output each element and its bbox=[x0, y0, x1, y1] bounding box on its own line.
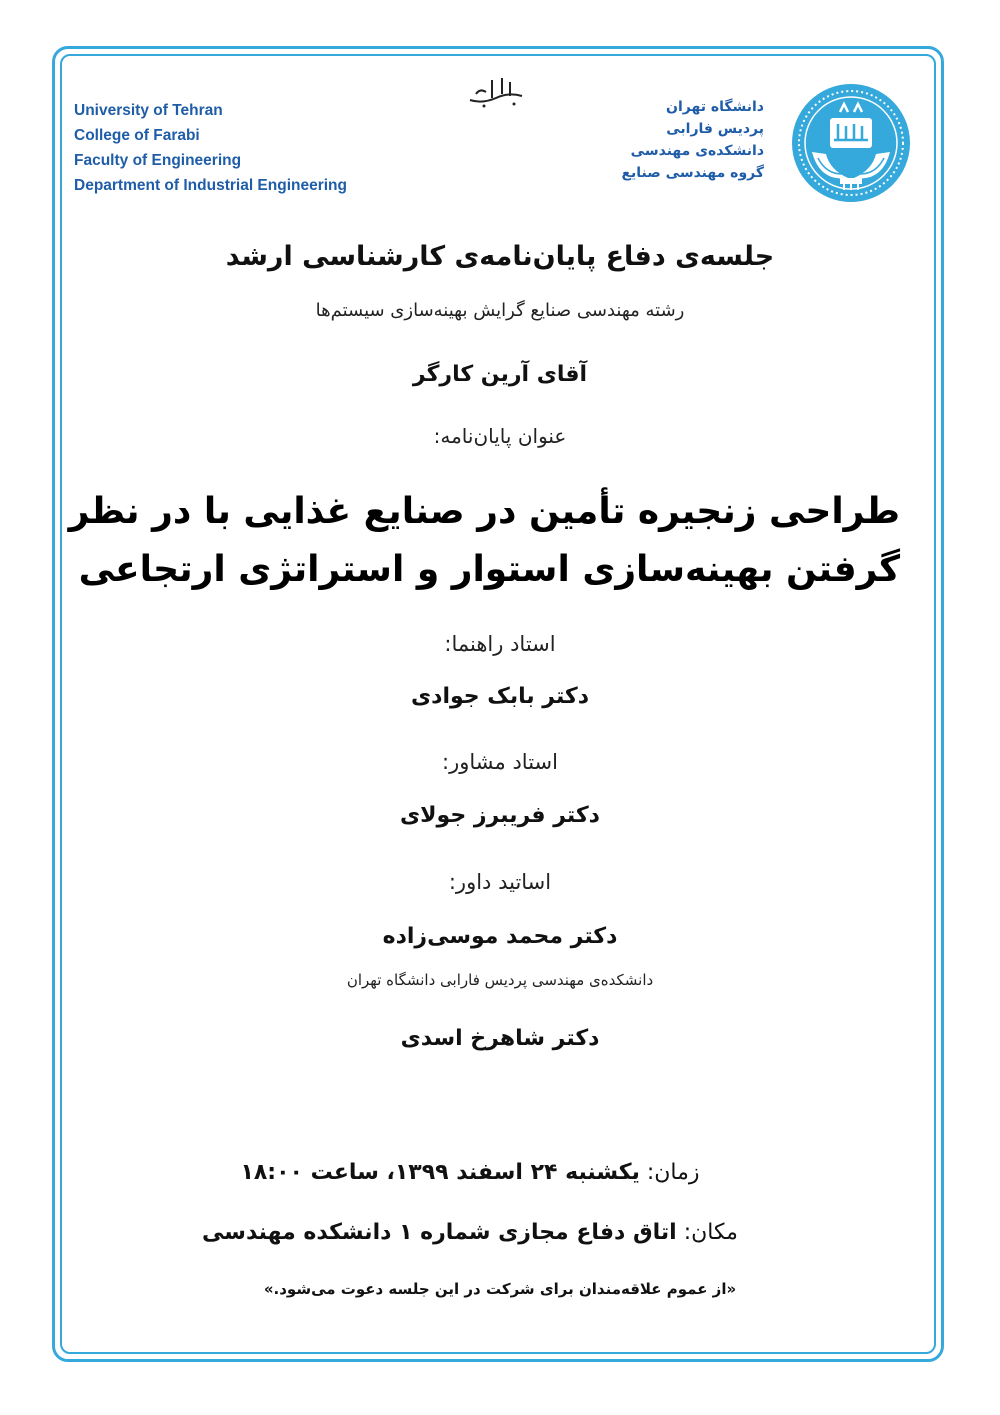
session-title: جلسه‌ی دفاع پایان‌نامه‌ی کارشناسی ارشد bbox=[225, 241, 775, 272]
time-line bbox=[160, 1160, 780, 1185]
english-line-department: Department of Industrial Engineering bbox=[74, 177, 347, 194]
supervisor-name: دکتر بابک جوادی bbox=[410, 684, 590, 709]
place-label: مکان: bbox=[683, 1220, 738, 1245]
persian-line-department: گروه مهندسی صنایع bbox=[621, 165, 764, 181]
university-seal-icon bbox=[790, 82, 912, 204]
basmala-calligraphy-icon bbox=[462, 74, 532, 114]
referees-label: اساتید داور: bbox=[448, 870, 552, 894]
english-header bbox=[74, 98, 404, 198]
thesis-title-line-2: گرفتن بهینه‌سازی استوار و استراتژی ارتجاعی bbox=[78, 549, 900, 590]
persian-line-faculty: دانشکده‌ی مهندسی bbox=[630, 143, 764, 159]
supervisor-label: استاد راهنما: bbox=[444, 632, 556, 656]
referee-1-name: دکتر محمد موسی‌زاده bbox=[382, 924, 618, 949]
advisor-name: دکتر فریبرز جولای bbox=[400, 803, 600, 828]
invitation-note: «از عموم علاقه‌مندان برای شرکت در این جلسه دعوت می‌شود.» bbox=[263, 1280, 737, 1298]
english-line-college: College of Farabi bbox=[74, 127, 200, 144]
thesis-label: عنوان پایان‌نامه: bbox=[433, 424, 567, 448]
university-logo bbox=[790, 82, 912, 204]
english-line-faculty: Faculty of Engineering bbox=[74, 152, 242, 169]
persian-line-campus: پردیس فارابی bbox=[666, 121, 764, 137]
persian-line-university: دانشگاه تهران bbox=[666, 99, 764, 115]
persian-header bbox=[584, 96, 764, 184]
basmala-calligraphy bbox=[462, 74, 532, 114]
english-line-university: University of Tehran bbox=[74, 102, 223, 119]
thesis-title-line-1: طراحی زنجیره تأمین در صنایع غذایی با در نظر bbox=[68, 491, 900, 532]
time-value: یکشنبه ۲۴ اسفند ۱۳۹۹، ساعت ۱۸:۰۰ bbox=[240, 1160, 640, 1185]
field-of-study: رشته مهندسی صنایع گرایش بهینه‌سازی سیستم‌ها bbox=[315, 300, 685, 321]
thesis-title bbox=[68, 483, 900, 599]
place-line bbox=[160, 1220, 780, 1245]
referee-2-name: دکتر شاهرخ اسدی bbox=[400, 1026, 600, 1051]
student-name: آقای آرین کارگر bbox=[412, 362, 588, 387]
time-label: زمان: bbox=[646, 1160, 700, 1185]
referee-1-affiliation: دانشکده‌ی مهندسی پردیس فارابی دانشگاه تهران bbox=[346, 971, 654, 989]
place-value: اتاق دفاع مجازی شماره ۱ دانشکده مهندسی bbox=[202, 1220, 677, 1245]
advisor-label: استاد مشاور: bbox=[442, 750, 558, 774]
